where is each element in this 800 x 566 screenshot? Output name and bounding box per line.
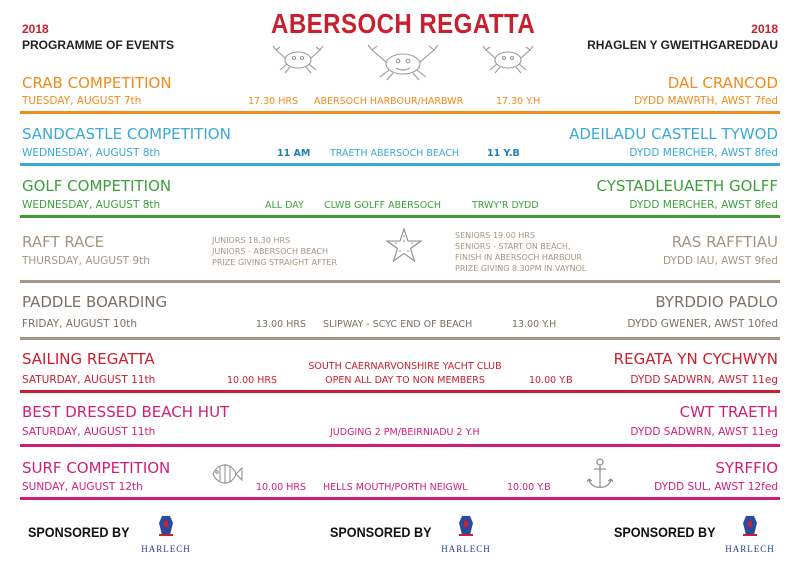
seniors-line: SENIORS - START ON BEACH,: [455, 242, 571, 251]
event-time-en: 13.00 HRS: [256, 319, 306, 330]
event-date-en: THURSDAY, AUGUST 9th: [22, 255, 150, 267]
event-title-en: SAILING REGATTA: [22, 350, 155, 368]
event-time-en: 10.00 HRS: [256, 482, 306, 493]
harlech-logo: [440, 513, 492, 553]
event-date-en: FRIDAY, AUGUST 10th: [22, 318, 138, 330]
event-location: ABERSOCH HARBOUR/HARBWR: [314, 96, 464, 107]
divider-red: [20, 390, 780, 393]
seniors-line: FINISH IN ABERSOCH HARBOUR: [455, 253, 583, 262]
event-time-en: 11 AM: [277, 148, 311, 159]
event-time-cy: 10.00 Y.B: [529, 375, 573, 386]
event-date-cy: DYDD SADWRN, AWST 11eg: [630, 426, 778, 438]
harlech-name: HARLECH: [141, 544, 191, 554]
divider-orange: [20, 111, 780, 114]
event-title-en: GOLF COMPETITION: [22, 177, 172, 195]
harlech-emblem-icon: [140, 513, 192, 539]
divider-taupe: [20, 280, 780, 283]
crab-icon-right: [483, 46, 533, 73]
event-date-cy: DYDD SUL, AWST 12fed: [654, 481, 778, 493]
subtitle-english: PROGRAMME OF EVENTS: [22, 38, 175, 52]
event-time-en: 10.00 HRS: [227, 375, 277, 386]
event-title-cy: DAL CRANCOD: [667, 74, 778, 92]
event-date-cy: DYDD IAU, AWST 9fed: [663, 255, 778, 267]
event-location: HELLS MOUTH/PORTH NEIGWL: [323, 482, 468, 493]
event-location: JUDGING 2 PM/BEIRNIADU 2 Y.H: [330, 427, 480, 438]
event-date-en: TUESDAY, AUGUST 7th: [22, 95, 142, 107]
year-left: 2018: [22, 22, 49, 36]
event-location: SLIPWAY - SCYC END OF BEACH: [323, 319, 473, 330]
event-time-cy: 10.00 Y.B: [507, 482, 551, 493]
starfish-icon: [384, 226, 424, 266]
event-time-cy: 13.00 Y.H: [512, 319, 557, 330]
harlech-emblem-icon: [724, 513, 776, 539]
year-right: 2018: [751, 22, 778, 36]
subtitle-welsh: RHAGLEN Y GWEITHGAREDDAU: [587, 38, 778, 52]
divider-blue: [20, 163, 780, 166]
crab-icon-left: [273, 46, 323, 73]
event-title-en: SURF COMPETITION: [22, 459, 171, 477]
page-title: ABERSOCH REGATTA: [271, 8, 536, 39]
juniors-line: PRIZE GIVING STRAIGHT AFTER: [212, 258, 338, 267]
event-location: TRAETH ABERSOCH BEACH: [330, 148, 460, 159]
event-location-line1: SOUTH CAERNARVONSHIRE YACHT CLUB: [308, 361, 502, 372]
raft-seniors-details: [455, 230, 586, 274]
event-title-cy: ADEILADU CASTELL TYWOD: [569, 125, 778, 143]
harlech-logo: [724, 513, 776, 553]
event-title-cy: CWT TRAETH: [679, 403, 778, 421]
divider-pink: [20, 444, 780, 447]
event-time-cy: 11 Y.B: [487, 148, 520, 159]
anchor-icon: [585, 457, 615, 491]
harlech-emblem-icon: [440, 513, 492, 539]
sponsored-by-label: SPONSORED BY: [614, 524, 716, 540]
event-date-cy: DYDD MERCHER, AWST 8fed: [629, 147, 778, 159]
event-title-cy: SYRFFIO: [715, 459, 778, 477]
event-title-cy: RAS RAFFTIAU: [671, 233, 778, 251]
event-title-cy: REGATA YN CYCHWYN: [613, 350, 778, 368]
crabs-illustration: [268, 40, 538, 82]
event-time-cy: 17.30 Y.H: [496, 96, 541, 107]
event-title-en: BEST DRESSED BEACH HUT: [22, 403, 230, 421]
event-date-cy: DYDD GWENER, AWST 10fed: [627, 318, 778, 330]
event-title-en: RAFT RACE: [22, 233, 105, 251]
event-date-cy: DYDD MERCHER, AWST 8fed: [629, 199, 778, 211]
crab-icon-center: [368, 45, 438, 80]
event-date-en: WEDNESDAY, AUGUST 8th: [22, 199, 161, 211]
harlech-name: HARLECH: [725, 544, 775, 554]
event-date-en: SATURDAY, AUGUST 11th: [22, 374, 156, 386]
event-time-cy: TRWY'R DYDD: [472, 200, 539, 211]
raft-juniors-details: [212, 235, 337, 268]
seniors-line: SENIORS 19.00 HRS: [455, 231, 536, 240]
juniors-line: JUNIORS - ABERSOCH BEACH: [212, 247, 329, 256]
fish-icon: [208, 458, 244, 490]
seniors-line: PRIZE GIVING 8.30PM IN VAYNOL: [455, 264, 587, 273]
juniors-line: JUNIORS 18.30 HRS: [212, 236, 291, 245]
harlech-logo: [140, 513, 192, 553]
divider-green: [20, 215, 780, 218]
event-title-cy: BYRDDIO PADLO: [655, 293, 778, 311]
sponsored-by-label: SPONSORED BY: [28, 524, 130, 540]
event-location: CLWB GOLFF ABERSOCH: [324, 200, 441, 211]
event-date-en: WEDNESDAY, AUGUST 8th: [22, 147, 161, 159]
event-title-en: CRAB COMPETITION: [22, 74, 172, 92]
event-time-en: 17.30 HRS: [248, 96, 298, 107]
event-location-line2: OPEN ALL DAY TO NON MEMBERS: [325, 375, 485, 386]
event-date-cy: DYDD MAWRTH, AWST 7fed: [634, 95, 778, 107]
harlech-name: HARLECH: [441, 544, 491, 554]
sponsored-by-label: SPONSORED BY: [330, 524, 432, 540]
event-date-cy: DYDD SADWRN, AWST 11eg: [630, 374, 778, 386]
event-date-en: SATURDAY, AUGUST 11th: [22, 426, 156, 438]
event-date-en: SUNDAY, AUGUST 12th: [22, 481, 143, 493]
divider-taupe: [20, 337, 780, 340]
event-title-en: PADDLE BOARDING: [22, 293, 168, 311]
event-title-cy: CYSTADLEUAETH GOLFF: [596, 177, 778, 195]
event-time-en: ALL DAY: [265, 200, 304, 211]
event-title-en: SANDCASTLE COMPETITION: [22, 125, 231, 143]
divider-pink: [20, 497, 780, 500]
